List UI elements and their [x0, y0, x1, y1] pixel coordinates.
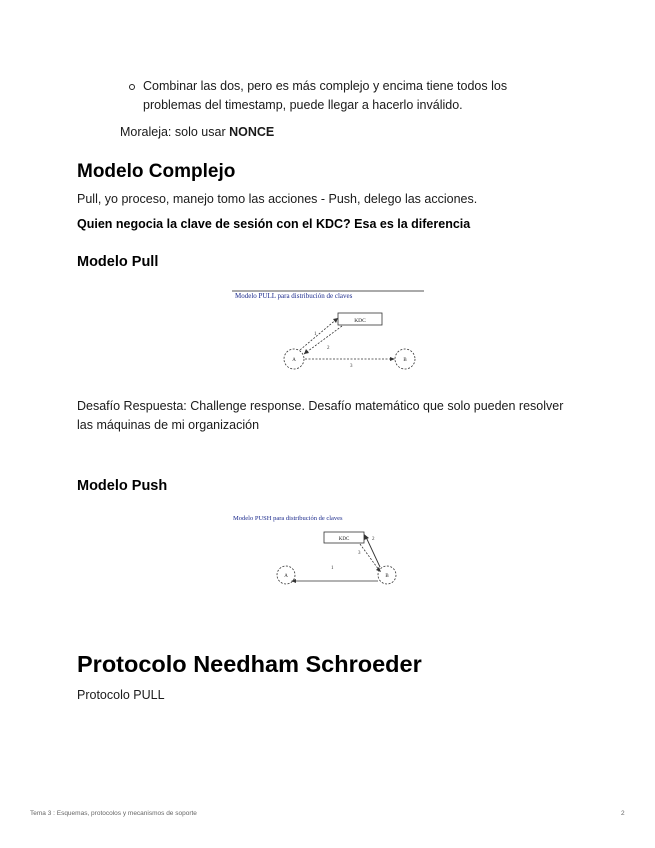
push-caption: Modelo PUSH para distribución de claves: [233, 515, 343, 522]
moraleja-prefix: Moraleja: solo usar: [120, 125, 230, 139]
heading-modelo-pull: Modelo Pull: [77, 254, 159, 270]
list-item: [143, 77, 583, 115]
complex-question: Quien negocia la clave de sesión con el KDC? Esa es la diferencia: [77, 217, 471, 231]
bullet-marker: [129, 84, 135, 90]
heading-needham-schroeder: Protocolo Needham Schroeder: [77, 651, 422, 677]
pull-node-b-label: B: [403, 358, 407, 363]
push-step-3: 3: [358, 551, 361, 556]
pull-arrow-2: [304, 326, 342, 354]
bullet-list: [143, 77, 583, 115]
pull-diagram: [230, 288, 430, 376]
footer-title: Tema 3 : Esquemas, protocolos y mecanismos de soporte: [30, 810, 197, 817]
needham-text: Protocolo PULL: [77, 688, 165, 702]
pull-desc-line-1: Desafío Respuesta: Challenge response. Desafío matemático que solo pueden resolver: [77, 399, 564, 413]
complex-text: Pull, yo proceso, manejo tomo las acciones - Push, delego las acciones.: [77, 192, 478, 206]
moraleja-line: [120, 123, 274, 142]
pull-description: [77, 397, 637, 435]
pull-caption: Modelo PULL para distribución de claves: [235, 292, 353, 300]
pull-arrowhead-1: [333, 318, 338, 323]
push-arrow-2: [360, 544, 379, 570]
push-kdc-label: KDC: [338, 537, 350, 542]
pull-arrowhead-2: [304, 349, 309, 354]
push-node-a-label: A: [284, 574, 288, 579]
bullet-line-2: problemas del timestamp, puede llegar a hacerlo inválido.: [143, 98, 463, 112]
pull-desc-line-2: las máquinas de mi organización: [77, 418, 260, 432]
pull-node-a-label: A: [292, 358, 296, 363]
pull-step-2: 2: [327, 346, 330, 351]
pull-step-1: 1: [314, 332, 317, 337]
push-diagram: [230, 512, 410, 590]
footer-page-number: 2: [621, 810, 625, 817]
pull-arrow-1: [300, 318, 338, 350]
heading-modelo-complejo: Modelo Complejo: [77, 161, 236, 182]
pull-arrowhead-3: [390, 357, 395, 361]
push-step-2: 2: [372, 537, 375, 542]
moraleja-bold: NONCE: [229, 125, 275, 139]
push-step-1: 1: [331, 566, 334, 571]
pull-step-3: 3: [350, 364, 353, 369]
bullet-line-1: Combinar las dos, pero es más complejo y encima tiene todos los: [143, 79, 508, 93]
push-node-b-label: B: [385, 574, 389, 579]
pull-kdc-label: KDC: [354, 318, 366, 324]
heading-modelo-push: Modelo Push: [77, 478, 168, 494]
